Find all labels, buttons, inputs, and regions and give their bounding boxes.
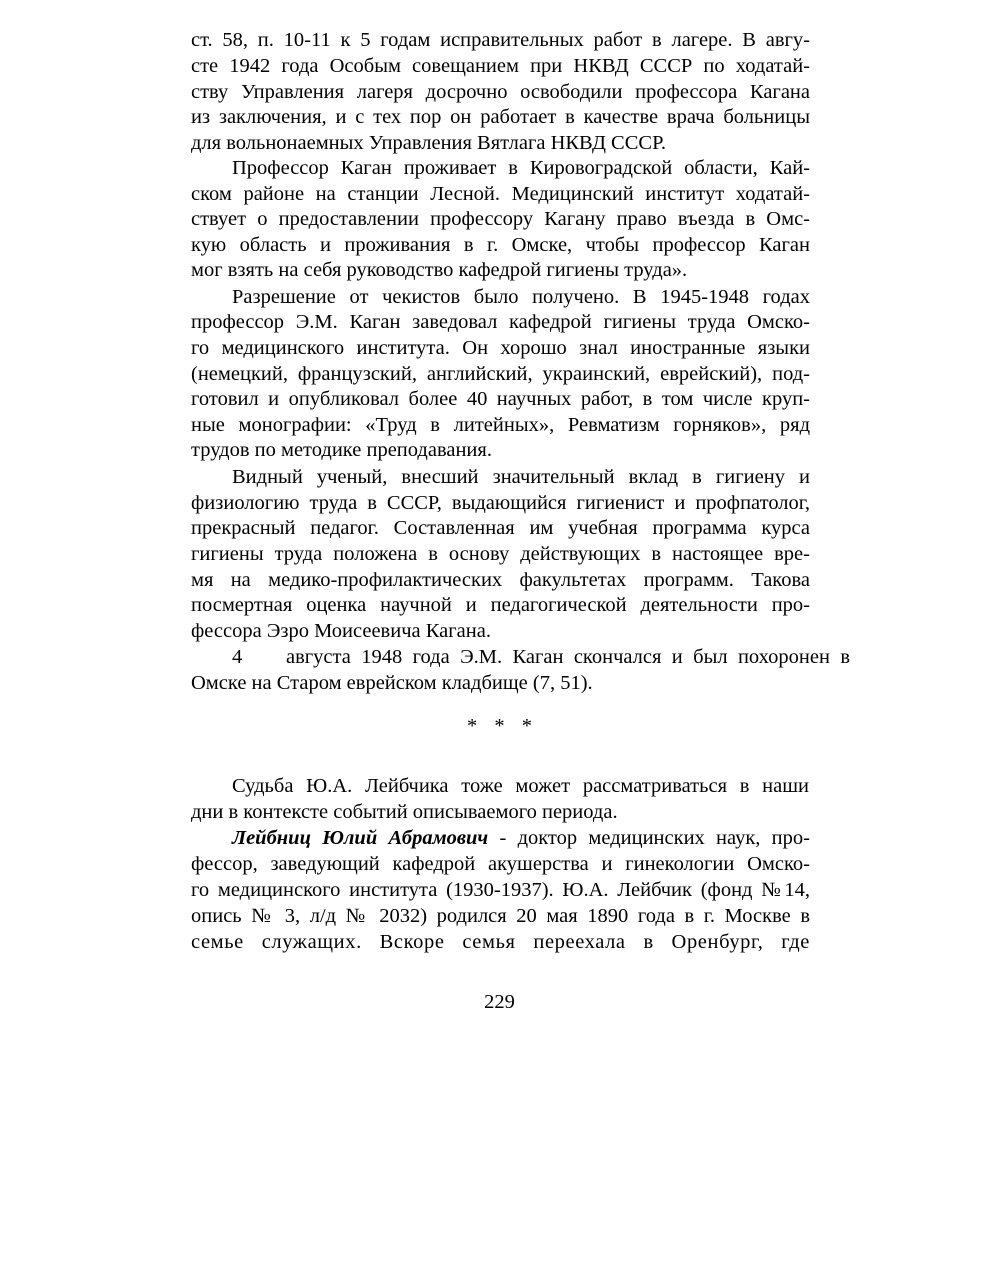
date-day-number: 4 xyxy=(232,646,243,668)
text-fragment: августа 1948 года Э.М. Каган скончался и был похоронен в xyxy=(286,646,850,668)
text-line: кую область и проживания в г. Омске, чтобы профессор Каган xyxy=(191,234,810,256)
text-line: Разрешение от чекистов было получено. В 1945-1948 годах xyxy=(232,286,810,308)
text-line: фессор, заведующий кафедрой акушерства и гинекологии Омско- xyxy=(191,853,810,875)
text-fragment: - доктор медицинских наук, про- xyxy=(488,827,810,849)
text-line: посмертная оценка научной и педагогической деятельности про- xyxy=(191,594,810,616)
text-line: ству Управления лагеря досрочно освободили профессора Кагана xyxy=(191,81,810,103)
text-line xyxy=(232,644,850,670)
text-line: из заключения, и с тех пор он работает в качестве врача больницы xyxy=(191,106,810,128)
text-line: Омске на Старом еврейском кладбище (7, 51). xyxy=(191,672,593,694)
text-line: трудов по методике преподавания. xyxy=(191,439,492,461)
person-name: Лейбниц Юлий Абрамович xyxy=(232,827,489,849)
page-number: 229 xyxy=(484,991,515,1013)
text-line: опись № 3, л/д № 2032) родился 20 мая 1890 года в г. Москве в xyxy=(191,905,810,927)
text-line: готовил и опубликовал более 40 научных работ, в том числе круп- xyxy=(191,388,810,410)
text-line: го медицинского института (1930-1937). Ю.А. Лейбчик (фонд №14, xyxy=(191,879,810,901)
text-line xyxy=(232,825,810,851)
text-line: прекрасный педагог. Составленная им учебная программа курса xyxy=(191,517,810,539)
text-line: ском районе на станции Лесной. Медицинский институт ходатай- xyxy=(191,183,810,205)
text-line: гигиены труда положена в основу действующих в настоящее вре- xyxy=(191,543,810,565)
text-line: дни в контексте событий описываемого периода. xyxy=(191,801,618,823)
text-line: ствует о предоставлении профессору Кагану право въезда в Омс- xyxy=(191,208,810,230)
text-line: ст. 58, п. 10-11 к 5 годам исправительных работ в лагере. В авгу- xyxy=(191,29,810,51)
section-separator: * * * xyxy=(467,715,538,737)
text-line: Судьба Ю.А. Лейбчика тоже может рассматриваться в наши xyxy=(232,775,809,797)
text-line: го медицинского института. Он хорошо знал иностранные языки xyxy=(191,337,810,359)
text-line: фессора Эзро Моисеевича Кагана. xyxy=(191,620,491,642)
text-line: для вольнонаемных Управления Вятлага НКВД СССР. xyxy=(191,132,667,154)
text-line: физиологию труда в СССР, выдающийся гигиенист и профпатолог, xyxy=(191,492,810,514)
text-line: профессор Э.М. Каган заведовал кафедрой гигиены труда Омско- xyxy=(191,311,810,333)
text-line: (немецкий, французский, английский, украинский, еврейский), под- xyxy=(191,363,810,385)
text-line: семье служащих. Вскоре семья переехала в Оренбург, где xyxy=(191,931,810,953)
text-line: Видный ученый, внесший значительный вклад в гигиену и xyxy=(232,466,810,488)
text-line: сте 1942 года Особым совещанием при НКВД СССР по ходатай- xyxy=(191,55,810,77)
text-line: Профессор Каган проживает в Кировоградской области, Кай- xyxy=(232,157,810,179)
text-line: мя на медико-профилактических факультетах программ. Такова xyxy=(191,569,810,591)
text-line: мог взять на себя руководство кафедрой гигиены труда». xyxy=(191,259,688,281)
text-line: ные монографии: «Труд в литейных», Ревматизм горняков», ряд xyxy=(191,414,810,436)
